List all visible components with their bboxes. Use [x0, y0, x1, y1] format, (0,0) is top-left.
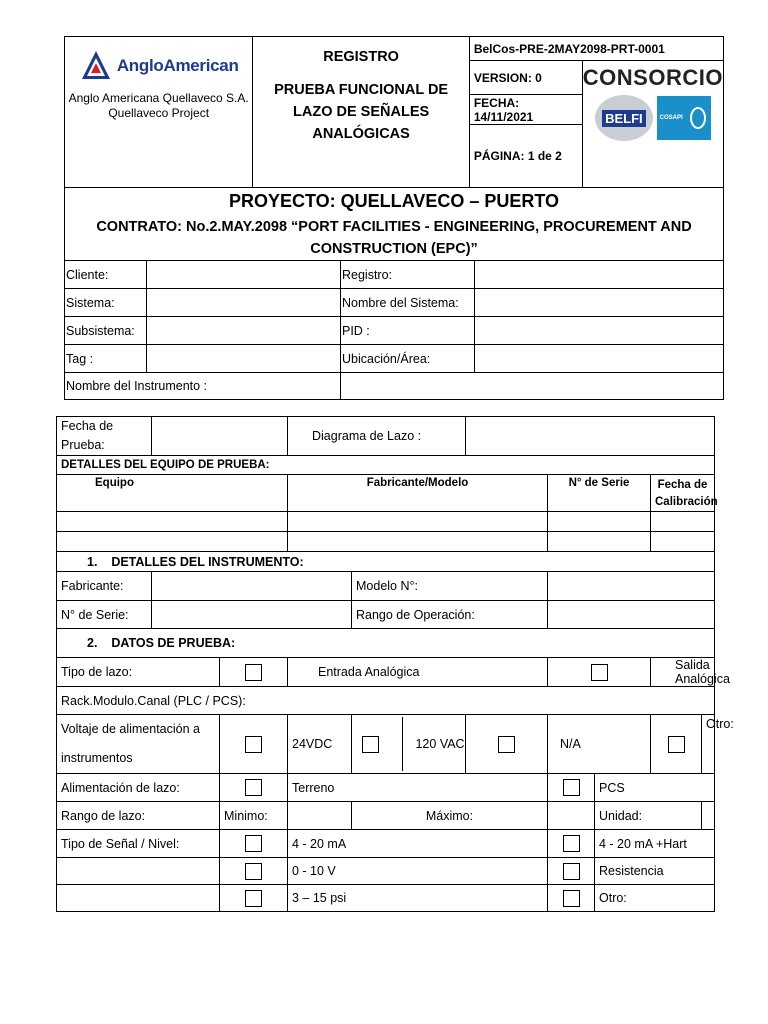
v120-label: 120 VAC	[402, 717, 464, 771]
unidad-field[interactable]	[702, 802, 715, 830]
company-cell	[65, 37, 253, 188]
otro2-checkbox[interactable]	[563, 890, 580, 907]
table-row	[57, 532, 715, 552]
section2-heading: 2. DATOS DE PRUEBA:	[57, 629, 715, 658]
table-row	[57, 512, 715, 532]
nombre-sistema-label: Nombre del Sistema:	[341, 289, 475, 317]
calibracion-cell[interactable]	[651, 532, 715, 552]
s420-checkbox-cell[interactable]	[220, 830, 288, 858]
empty-cell	[57, 885, 220, 912]
terreno-label: Terreno	[288, 774, 548, 802]
project-title: PROYECTO: QUELLAVECO – PUERTO	[228, 191, 560, 211]
na-label: N/A	[548, 715, 651, 774]
tipo-senal-label: Tipo de Señal / Nivel:	[57, 830, 220, 858]
s315-checkbox-cell[interactable]	[220, 885, 288, 912]
s010-checkbox-cell[interactable]	[220, 858, 288, 885]
sistema-field[interactable]	[147, 289, 341, 317]
rango-operacion-label: Rango de Operación:	[352, 601, 548, 629]
v120-checkbox[interactable]	[362, 736, 379, 753]
otro-checkbox-cell[interactable]	[651, 715, 702, 774]
s420hart-checkbox-cell[interactable]	[548, 830, 595, 858]
ubicacion-label: Ubicación/Área:	[341, 345, 475, 373]
pid-label: PID :	[341, 317, 475, 345]
s315-checkbox[interactable]	[245, 890, 262, 907]
cliente-field[interactable]	[147, 261, 341, 289]
maximo-field[interactable]	[548, 802, 595, 830]
entrada-checkbox-cell[interactable]	[220, 658, 288, 687]
belfi-text: BELFI	[602, 110, 646, 127]
fabricante-cell[interactable]	[288, 532, 548, 552]
minimo-label: Minimo:	[220, 802, 288, 830]
col-serie: N° de Serie	[548, 475, 651, 512]
project-table	[64, 187, 724, 400]
nombre-instrumento-field[interactable]	[341, 373, 724, 400]
serie-cell[interactable]	[548, 532, 651, 552]
project-name: Quellaveco Project	[108, 106, 210, 120]
terreno-checkbox[interactable]	[245, 779, 262, 796]
nombre-sistema-field[interactable]	[475, 289, 724, 317]
contract-text: CONTRATO: No.2.MAY.2098 “PORT FACILITIES - ENGINEERING, PROCUREMENT AND CONSTRUCTION (EPC)”	[96, 219, 692, 257]
resistencia-checkbox-cell[interactable]	[548, 858, 595, 885]
otro2-label: Otro:	[595, 885, 715, 912]
diagrama-lazo-field[interactable]	[466, 417, 715, 456]
cosapi-logo	[657, 96, 711, 140]
alimentacion-lazo-label: Alimentación de lazo:	[57, 774, 220, 802]
resistencia-label: Resistencia	[595, 858, 715, 885]
registro-field[interactable]	[475, 261, 724, 289]
doc-version: VERSION: 0	[469, 61, 582, 95]
registro-label: Registro:	[341, 261, 475, 289]
v24-label: 24VDC	[288, 715, 352, 774]
minimo-field[interactable]	[288, 802, 352, 830]
tag-field[interactable]	[147, 345, 341, 373]
anglo-logo	[65, 49, 252, 83]
col-calibracion: Fecha de Calibración	[651, 475, 715, 512]
voltaje-label: Voltaje de alimentación a instrumentos	[57, 715, 220, 774]
v120-group	[352, 715, 466, 774]
ubicacion-field[interactable]	[475, 345, 724, 373]
fecha-prueba-label: Fecha de Prueba:	[57, 417, 152, 456]
s420-label: 4 - 20 mA	[288, 830, 548, 858]
cosapi-text: COSAPI	[659, 115, 683, 121]
cosapi-ring-icon	[688, 106, 708, 130]
n-serie-label: N° de Serie:	[57, 601, 152, 629]
na-checkbox-cell[interactable]	[466, 715, 548, 774]
belfi-logo	[595, 95, 653, 141]
rango-lazo-label: Rango de lazo:	[57, 802, 220, 830]
salida-checkbox-cell[interactable]	[548, 658, 651, 687]
col-equipo: Equipo	[57, 475, 288, 512]
consorcio-logo-cell	[582, 61, 723, 188]
cliente-label: Cliente:	[65, 261, 147, 289]
serie-cell[interactable]	[548, 512, 651, 532]
pcs-checkbox-cell[interactable]	[548, 774, 595, 802]
doc-date: FECHA: 14/11/2021	[469, 95, 582, 125]
fabricante-cell[interactable]	[288, 512, 548, 532]
terreno-checkbox-cell[interactable]	[220, 774, 288, 802]
s010-checkbox[interactable]	[245, 863, 262, 880]
test-table	[56, 416, 734, 912]
section1-heading: 1. DETALLES DEL INSTRUMENTO:	[57, 552, 715, 572]
calibracion-cell[interactable]	[651, 512, 715, 532]
v24-checkbox-cell[interactable]	[220, 715, 288, 774]
subsistema-label: Subsistema:	[65, 317, 147, 345]
subsistema-field[interactable]	[147, 317, 341, 345]
unidad-label: Unidad:	[595, 802, 702, 830]
anglo-logo-icon	[79, 49, 113, 83]
sistema-label: Sistema:	[65, 289, 147, 317]
nombre-instrumento-label: Nombre del Instrumento :	[65, 373, 341, 400]
consorcio-text: CONSORCIO	[582, 65, 723, 90]
salida-checkbox[interactable]	[591, 664, 608, 681]
resistencia-checkbox[interactable]	[563, 863, 580, 880]
tag-label: Tag :	[65, 345, 147, 373]
otro-checkbox[interactable]	[668, 736, 685, 753]
doc-page: PÁGINA: 1 de 2	[469, 125, 582, 188]
otro2-checkbox-cell[interactable]	[548, 885, 595, 912]
rack-label: Rack.Modulo.Canal (PLC / PCS):	[57, 687, 715, 715]
modelo-field[interactable]	[548, 572, 715, 601]
pcs-checkbox[interactable]	[563, 779, 580, 796]
company-name: Anglo Americana Quellaveco S.A.	[68, 91, 249, 105]
s315-label: 3 – 15 psi	[288, 885, 548, 912]
doc-code: BelCos-PRE-2MAY2098-PRT-0001	[469, 37, 723, 61]
rango-operacion-field[interactable]	[548, 601, 715, 629]
title-cell	[253, 37, 469, 188]
doc-title: PRUEBA FUNCIONAL DE LAZO DE SEÑALES ANALÓGICAS	[274, 82, 449, 142]
otro-label: Otro:	[702, 715, 715, 774]
pid-field[interactable]	[475, 317, 724, 345]
logo-text: AngloAmerican	[116, 56, 239, 75]
equipo-cell[interactable]	[57, 512, 288, 532]
tipo-lazo-label: Tipo de lazo:	[57, 658, 220, 687]
empty-cell	[57, 858, 220, 885]
modelo-label: Modelo N°:	[352, 572, 548, 601]
pcs-label: PCS	[595, 774, 715, 802]
equipo-cell[interactable]	[57, 532, 288, 552]
col-fabricante: Fabricante/Modelo	[288, 475, 548, 512]
detalles-equipo-heading: DETALLES DEL EQUIPO DE PRUEBA:	[57, 456, 715, 475]
v24-checkbox[interactable]	[245, 736, 262, 753]
na-checkbox[interactable]	[498, 736, 515, 753]
maximo-label: Máximo:	[352, 802, 548, 830]
project-title-cell	[65, 188, 724, 261]
salida-analogica-label: Salida Analógica	[651, 658, 715, 687]
entrada-checkbox[interactable]	[245, 664, 262, 681]
fecha-prueba-field[interactable]	[152, 417, 288, 456]
n-serie-field[interactable]	[152, 601, 352, 629]
s420hart-label: 4 - 20 mA +Hart	[595, 830, 715, 858]
header-table	[64, 36, 724, 188]
s010-label: 0 - 10 V	[288, 858, 548, 885]
fabricante-field[interactable]	[152, 572, 352, 601]
entrada-analogica-label: Entrada Analógica	[288, 658, 548, 687]
doc-type: REGISTRO	[323, 49, 399, 65]
s420hart-checkbox[interactable]	[563, 835, 580, 852]
fabricante-label: Fabricante:	[57, 572, 152, 601]
s420-checkbox[interactable]	[245, 835, 262, 852]
diagrama-lazo-label: Diagrama de Lazo :	[288, 417, 466, 456]
